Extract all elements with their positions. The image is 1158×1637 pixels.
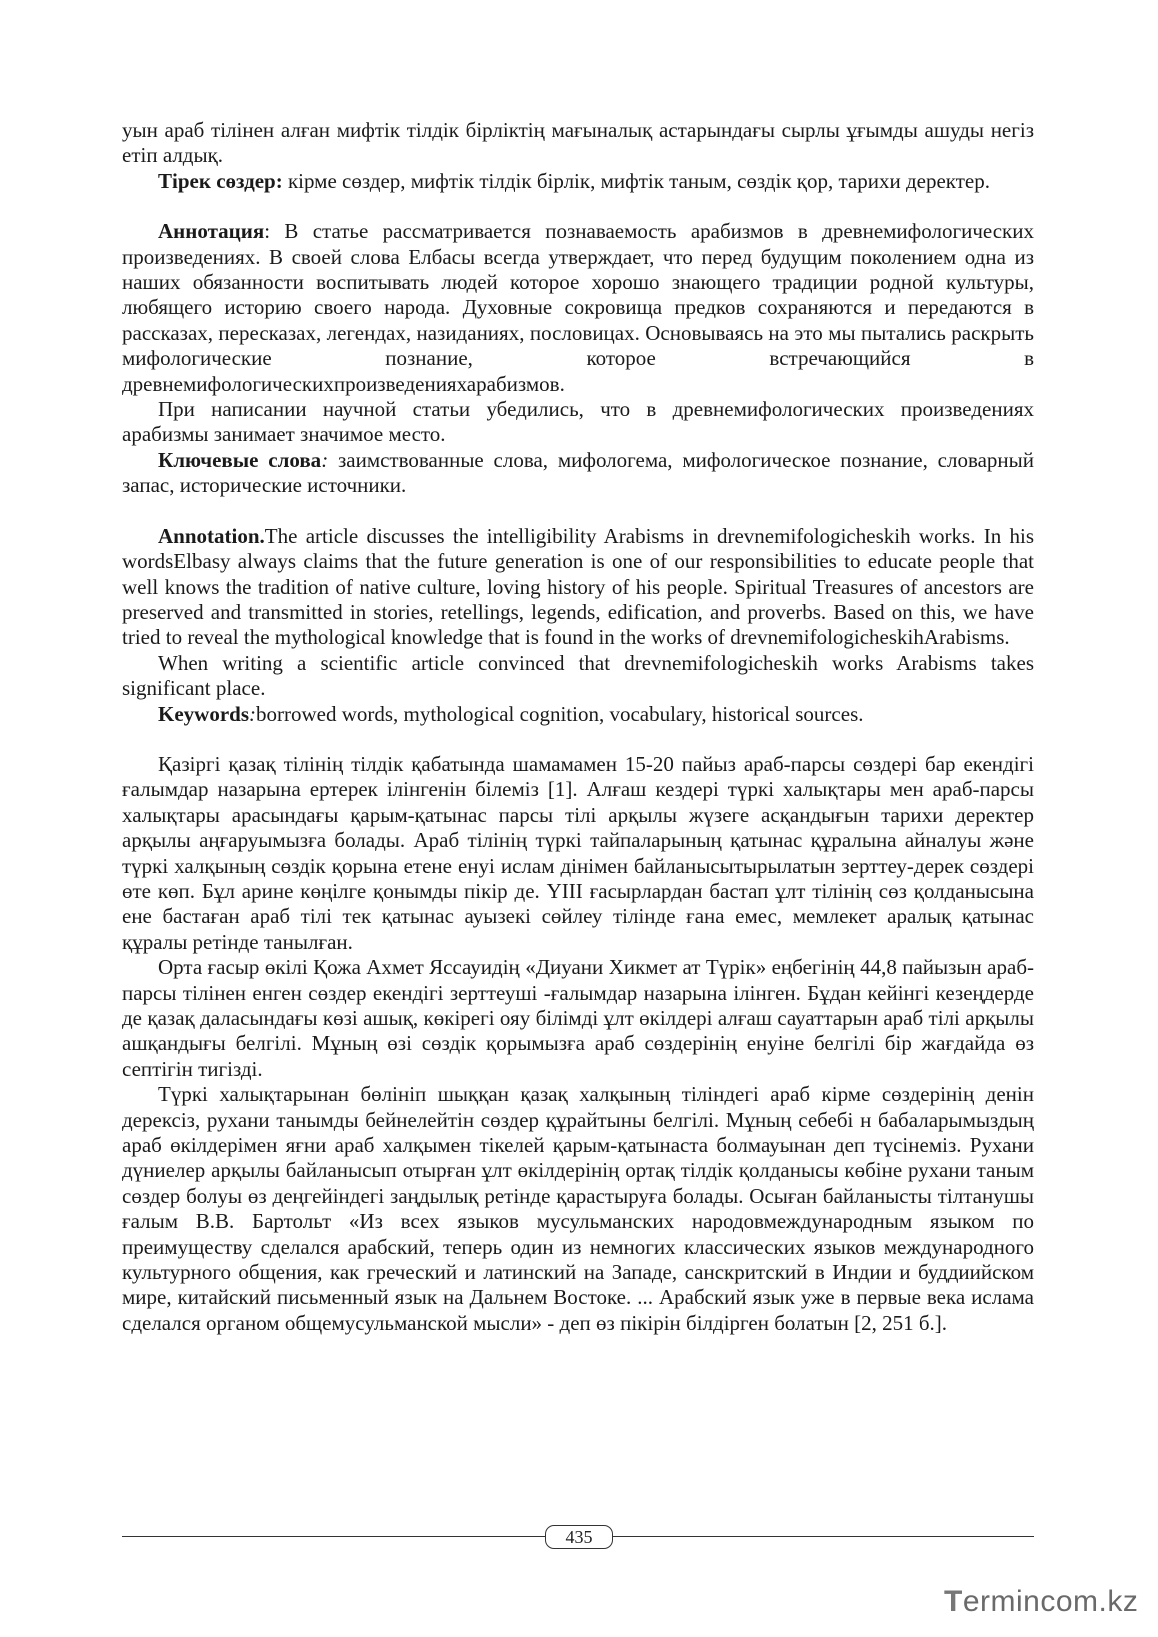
site-watermark-logo (944, 1582, 1144, 1622)
ru-annotation (122, 219, 1034, 397)
page-number: 435 (545, 1525, 613, 1549)
watermark-tail: m.kz (1073, 1585, 1139, 1618)
ru-keywords-text: заимствованные слова, мифологема, мифологическое познание, словарный запас, исторические источники. (122, 447, 1034, 498)
ru-keywords (122, 448, 1034, 499)
watermark-o: o (1055, 1585, 1074, 1618)
en-keywords (122, 702, 1034, 727)
ru-annotation-text: : В статье рассматривается познаваемость арабизмов в древнемифологических произведениях. В своей слова Елбасы всегда утверждает, что перед будущим поколением одна из наших обязанности воспитывать людей которое хорошо знающего традиции родной культуры, любящего историю своего народа. Духовные сокровища предков сохраняются и передаются в рассказах, пересказах, легендах, назиданиях, пословицах. Основываясь на это мы пытались раскрыть мифологические познание, которое встречающийся в древнемифологическихпроизведенияхарабизмов. (122, 219, 1034, 396)
en-annotation-para2: When writing a scientific article convinced that drevnemifologicheskih works Arabisms takes significant place. (122, 650, 1034, 701)
en-annotation-label: Annotation. (158, 523, 265, 548)
body-paragraph: Қазіргі қазақ тілінің тілдік қабатында шамамамен 15-20 пайыз араб-парсы сөздері бар екендігі ғалымдар назарына ертерек ілінгенін білеміз [1]. Алғаш кездері түркі халықтары мен араб-парсы халықтары арасындағы қарым-қатынас парсы тілі арқылы жүзеге асқандығын тарихи деректер арқылы аңғаруымызға болады. Араб тілінің түркі тайпаларының қатынас құралына айналуы және түркі халқының сөздік қорына етене енуі ислам дінімен байланысытырылатын зерттеу-дерек сөздері өте көп. Бұл арине көңілге қонымды пікір де. YIII ғасырлардан бастап ұлт тілінің сөз қолданысына ене бастаған араб тілі тек қатынас ауызекі сөйлеу тілінде ғана емес, мемлекет аралық қатынас құралы ретінде танылған. (122, 751, 1034, 954)
en-annotation (122, 524, 1034, 651)
spacer (122, 727, 1034, 752)
page-footer (122, 1525, 1034, 1555)
ru-annotation-label: Аннотация (158, 219, 265, 244)
body-paragraph: Орта ғасыр өкілі Қожа Ахмет Яссауидің «Диуани Хикмет ат Түрік» еңбегінің 44,8 пайызын араб-парсы тілінен енген сөздер екендігі зерттеуші -ғалымдар назарына ілінген. Бұдан кейінгі кезеңдерде де қазақ даласындағы көзі ашық, көкірегі ояу білімді ұлт өкілдері алғаш сауаттарын араб тілі арқылы ашқандығы белгілі. Мұның өзі сөздік қорымызға араб сөздерінің енуіне белгілі бір жағдайда өз септігін тигізді. (122, 955, 1034, 1081)
body-paragraph: Түркі халықтарынан бөлініп шыққан қазақ халқының тіліндегі араб кірме сөздерінің денін дерексіз, рухани танымды бейнелейтін сөздер құрайтыны белгілі. Мұның себебі н бабаларымыздың араб өкілдерімен яғни араб халқымен тікелей қарым-қатынаста болмауынан деп түсінеміз. Рухани дүниелер арқылы байланысып отырған ұлт өкілдерінің ортақ тілдік қолданысы көбіне рухани таным сөздер болуы өз деңгейіндегі заңдылық ретінде қарастыруға болады. Осыған байланысты тілтанушы ғалым В.В. Бартольт «Из всех языков мусульманских народовмеждународным языком по преимуществу сделался арабский, теперь один из немногих классических языков международного культурного общения, как греческий и латинский на Западе, санскритский в Индии и буддиийском мире, китайский письменный язык на Дальнем Востоке. ... Арабский язык уже в первые века ислама сделался органом общемусульманской мысли» - деп өз пікірін білдірген болатын [2, 251 б.]. (122, 1082, 1034, 1335)
kz-keywords-label: Тірек сөздер: (158, 168, 283, 193)
ru-annotation-para2: При написании научной статьи убедились, что в древнемифологических произведениях арабизмы занимает значимое место. (122, 397, 1034, 447)
en-keywords-label: Keywords (158, 701, 249, 726)
spacer (122, 499, 1034, 524)
en-keywords-text: borrowed words, mythological cognition, vocabulary, historical sources. (256, 701, 864, 726)
kz-keywords (122, 169, 1034, 194)
ru-keywords-label: Ключевые слова (158, 447, 322, 472)
watermark-rest: erminc (962, 1585, 1056, 1618)
en-keywords-colon: : (249, 701, 256, 726)
kz-intro-end: уын араб тілінен алған мифтік тілдік бірліктің мағыналық астарындағы сырлы ұғымды ашуды негіз етіп алдық. (122, 118, 1034, 168)
article-page (122, 118, 1034, 1336)
watermark-first: T (944, 1585, 963, 1618)
spacer (122, 194, 1034, 219)
kz-keywords-text: кірме сөздер, мифтік тілдік бірлік, мифтік таным, сөздік қор, тарихи деректер. (282, 168, 990, 193)
ru-keywords-colon: : (321, 447, 329, 472)
en-annotation-text: The article discusses the intelligibility Arabisms in drevnemifologicheskih works. In his wordsElbasy always claims that the future generation is one of our responsibilities to educate people that well knows the tradition of native culture, loving history of his people. Spiritual Treasures of ancestors are preserved and transmitted in stories, retellings, legends, edification, and proverbs. Based on this, we have tried to reveal the mythological knowledge that is found in the works of drevnemifologicheskihArabisms. (122, 523, 1034, 650)
